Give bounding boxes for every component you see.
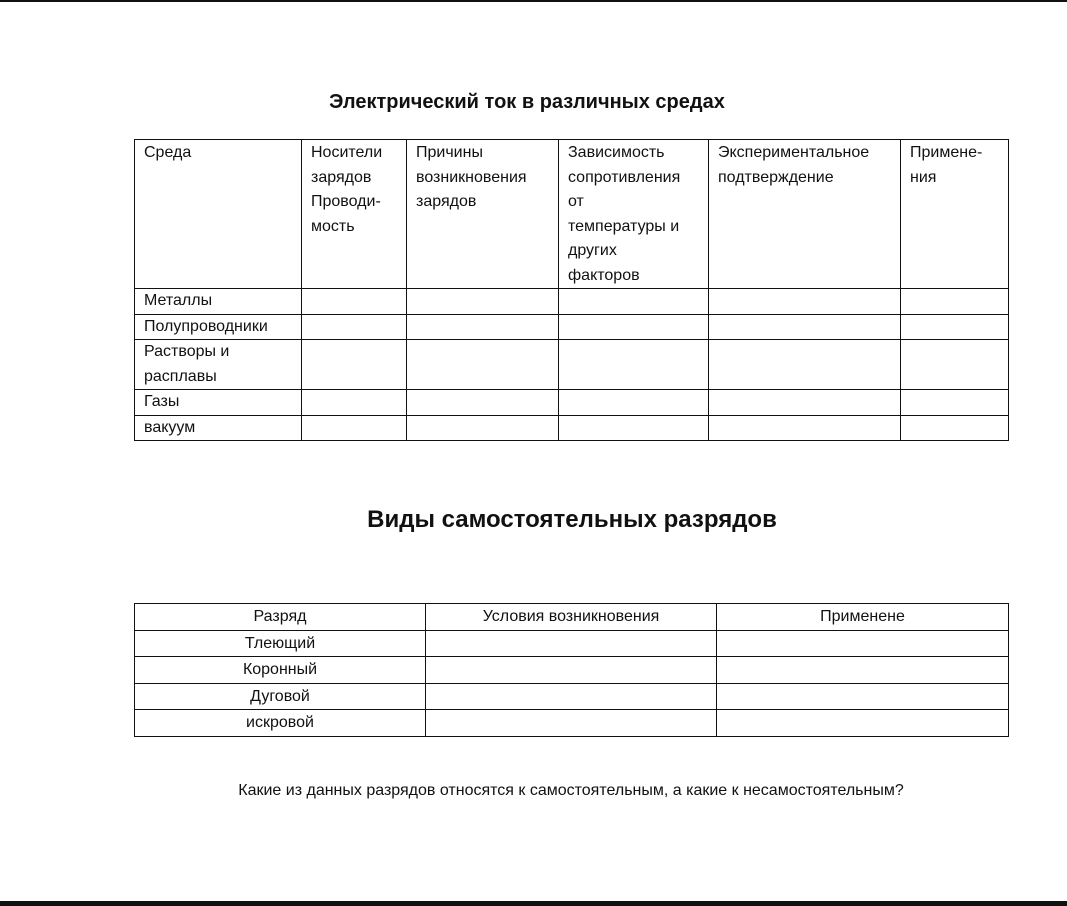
empty-cell bbox=[302, 340, 407, 390]
header-cell-conditions: Условия возникновения bbox=[426, 604, 717, 631]
section1-title: Электрический ток в различных средах bbox=[329, 91, 725, 113]
empty-cell bbox=[709, 340, 901, 390]
row-label: вакуум bbox=[135, 415, 302, 441]
row-label: Полупроводники bbox=[135, 314, 302, 340]
top-border-line bbox=[0, 0, 1067, 2]
table-header-row bbox=[135, 604, 1009, 631]
empty-cell bbox=[559, 314, 709, 340]
empty-cell bbox=[559, 390, 709, 416]
table-row bbox=[135, 314, 1009, 340]
table-row bbox=[135, 340, 1009, 390]
empty-cell bbox=[302, 390, 407, 416]
bottom-border-line bbox=[0, 901, 1067, 906]
empty-cell bbox=[407, 390, 559, 416]
empty-cell bbox=[717, 630, 1009, 657]
empty-cell bbox=[407, 340, 559, 390]
table-row bbox=[135, 289, 1009, 315]
row-label: Тлеющий bbox=[135, 630, 426, 657]
header-cell-resistance: Зависимость сопротивления от температуры и других факторов bbox=[559, 140, 709, 289]
empty-cell bbox=[709, 415, 901, 441]
table-header-row bbox=[135, 140, 1009, 289]
row-label: Металлы bbox=[135, 289, 302, 315]
empty-cell bbox=[709, 314, 901, 340]
row-label: Дуговой bbox=[135, 683, 426, 710]
empty-cell bbox=[407, 289, 559, 315]
section2-title: Виды самостоятельных разрядов bbox=[367, 506, 777, 533]
discharge-types-table bbox=[134, 603, 1009, 737]
table-row bbox=[135, 630, 1009, 657]
empty-cell bbox=[559, 340, 709, 390]
empty-cell bbox=[559, 415, 709, 441]
row-label: искровой bbox=[135, 710, 426, 737]
empty-cell bbox=[901, 289, 1009, 315]
empty-cell bbox=[901, 340, 1009, 390]
empty-cell bbox=[709, 390, 901, 416]
empty-cell bbox=[302, 415, 407, 441]
table-row bbox=[135, 415, 1009, 441]
table-row bbox=[135, 683, 1009, 710]
empty-cell bbox=[559, 289, 709, 315]
row-label: Коронный bbox=[135, 657, 426, 684]
table-row bbox=[135, 710, 1009, 737]
table-row bbox=[135, 657, 1009, 684]
header-cell-medium: Среда bbox=[135, 140, 302, 289]
question-text: Какие из данных разрядов относятся к самостоятельным, а какие к несамостоятельным? bbox=[238, 782, 904, 799]
empty-cell bbox=[901, 415, 1009, 441]
table-row bbox=[135, 390, 1009, 416]
empty-cell bbox=[709, 289, 901, 315]
row-label: Газы bbox=[135, 390, 302, 416]
empty-cell bbox=[717, 683, 1009, 710]
empty-cell bbox=[407, 415, 559, 441]
empty-cell bbox=[717, 710, 1009, 737]
empty-cell bbox=[426, 630, 717, 657]
header-cell-application: Применене bbox=[717, 604, 1009, 631]
empty-cell bbox=[407, 314, 559, 340]
header-cell-experiment: Экспериментальное подтверждение bbox=[709, 140, 901, 289]
empty-cell bbox=[901, 314, 1009, 340]
empty-cell bbox=[426, 683, 717, 710]
empty-cell bbox=[302, 289, 407, 315]
empty-cell bbox=[426, 657, 717, 684]
empty-cell bbox=[426, 710, 717, 737]
header-cell-carriers: Носители зарядов Проводи- мость bbox=[302, 140, 407, 289]
empty-cell bbox=[302, 314, 407, 340]
empty-cell bbox=[901, 390, 1009, 416]
header-cell-causes: Причины возникновения зарядов bbox=[407, 140, 559, 289]
row-label: Растворы и расплавы bbox=[135, 340, 302, 390]
media-current-table bbox=[134, 139, 1009, 441]
header-cell-discharge: Разряд bbox=[135, 604, 426, 631]
header-cell-applications: Примене- ния bbox=[901, 140, 1009, 289]
empty-cell bbox=[717, 657, 1009, 684]
